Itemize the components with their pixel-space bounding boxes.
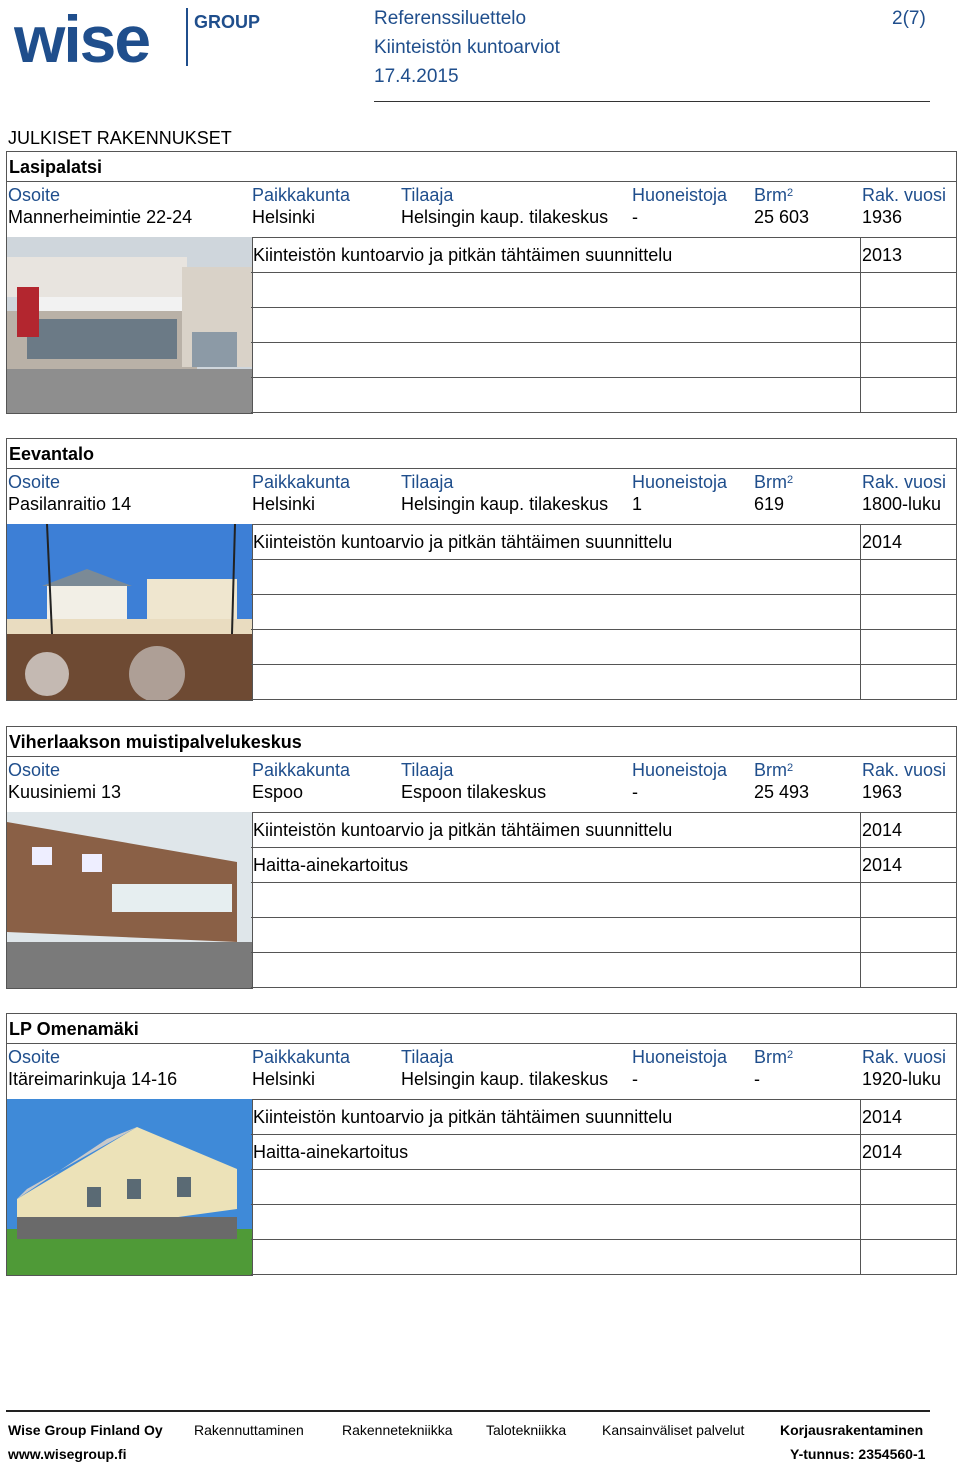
header-divider: [374, 101, 930, 102]
brm-field: [754, 1046, 793, 1090]
client-field-value: Helsingin kaup. tilakeskus: [401, 207, 609, 227]
city-field-value: Espoo: [252, 782, 304, 802]
footer-business-id: Y-tunnus: 2354560-1: [790, 1446, 926, 1462]
task-row: [251, 882, 956, 918]
task-description: Haitta-ainekartoitus: [253, 855, 409, 875]
footer-service: Kansainväliset palvelut: [602, 1422, 745, 1438]
address-field-label: Osoite: [8, 185, 61, 205]
task-row: [251, 559, 956, 595]
doc-subtitle: Kiinteistön kuntoarviot: [374, 37, 560, 58]
building-name: Lasipalatsi: [9, 157, 103, 177]
building-name: Eevantalo: [9, 444, 95, 464]
address-field: [8, 184, 192, 228]
task-row: [251, 342, 956, 378]
client-field-label: Tilaaja: [401, 760, 454, 780]
brm-field: [754, 759, 809, 803]
task-year: 2013: [862, 245, 903, 265]
apartments-field-label: Huoneistoja: [632, 1047, 728, 1067]
apartments-field: [632, 184, 727, 228]
building-info-row: [6, 755, 957, 813]
brm-field-value: 619: [754, 494, 785, 514]
page-number: 2(7): [892, 8, 926, 29]
building-name: LP Omenamäki: [9, 1019, 139, 1039]
address-field: [8, 759, 121, 803]
svg-text:GROUP: GROUP: [194, 12, 261, 32]
brick-building-photo: [6, 812, 253, 989]
year-field: [862, 759, 946, 803]
brm-field-label: Brm$^2$: [754, 760, 794, 780]
year-field-label: Rak. vuosi: [862, 1047, 947, 1067]
client-field-label: Tilaaja: [401, 472, 454, 492]
task-row: [251, 307, 956, 343]
client-field: [401, 1046, 608, 1090]
footer-service: Talotekniikka: [486, 1422, 567, 1438]
building-title-row: [6, 1013, 957, 1044]
client-field: [401, 759, 546, 803]
city-field-label: Paikkakunta: [252, 1047, 351, 1067]
brm-field-label: Brm$^2$: [754, 1047, 794, 1067]
address-field-label: Osoite: [8, 472, 61, 492]
task-row: [251, 377, 956, 413]
task-description: Kiinteistön kuntoarvio ja pitkän tähtäimen suunnittelu: [253, 820, 673, 840]
year-field: [862, 1046, 946, 1090]
footer-service: Rakennetekniikka: [342, 1422, 453, 1438]
building-info-row: [6, 467, 957, 525]
task-row: [251, 1099, 956, 1135]
year-field-value: 1936: [862, 207, 903, 227]
client-field: [401, 184, 608, 228]
task-year: 2014: [862, 855, 903, 875]
year-field: [862, 471, 946, 515]
apartments-field: [632, 1046, 727, 1090]
footer-service: Rakennuttaminen: [194, 1422, 304, 1438]
document-header: [374, 4, 560, 91]
year-field-value: 1963: [862, 782, 903, 802]
client-field: [401, 471, 608, 515]
city-field: [252, 184, 350, 228]
task-row: [251, 594, 956, 630]
task-list: [251, 524, 957, 700]
task-row: [251, 812, 956, 848]
task-row: [251, 1169, 956, 1205]
building-title-row: [6, 438, 957, 469]
task-list: [251, 812, 957, 988]
address-field: [8, 1046, 177, 1090]
address-field-value: Pasilanraitio 14: [8, 494, 132, 514]
address-field: [8, 471, 131, 515]
city-field: [252, 759, 350, 803]
brm-field-label: Brm$^2$: [754, 472, 794, 492]
task-row: [251, 847, 956, 883]
year-field-value: 1800-luku: [862, 494, 942, 514]
task-year: 2014: [862, 532, 903, 552]
brm-field-value: 25 603: [754, 207, 810, 227]
apartments-field-value: -: [632, 782, 638, 802]
task-description: Kiinteistön kuntoarvio ja pitkän tähtäimen suunnittelu: [253, 1107, 673, 1127]
footer-website[interactable]: www.wisegroup.fi: [8, 1446, 127, 1462]
building-title-row: [6, 726, 957, 757]
brm-field-value: -: [754, 1069, 760, 1089]
apartments-field-label: Huoneistoja: [632, 185, 728, 205]
year-field-value: 1920-luku: [862, 1069, 942, 1089]
task-row: [251, 524, 956, 560]
footer-divider: [6, 1410, 930, 1412]
apartments-field-label: Huoneistoja: [632, 760, 728, 780]
year-field-label: Rak. vuosi: [862, 760, 947, 780]
task-row: [251, 1239, 956, 1275]
building-info-row: [6, 1042, 957, 1100]
city-field-value: Helsinki: [252, 207, 316, 227]
section-title: JULKISET RAKENNUKSET: [8, 128, 232, 148]
doc-title: Referenssiluettelo: [374, 8, 527, 29]
client-field-value: Espoon tilakeskus: [401, 782, 547, 802]
client-field-value: Helsingin kaup. tilakeskus: [401, 1069, 609, 1089]
city-field-label: Paikkakunta: [252, 760, 351, 780]
task-row: [251, 1204, 956, 1240]
apartments-field: [632, 471, 727, 515]
doc-date: 17.4.2015: [374, 66, 459, 87]
task-row: [251, 1134, 956, 1170]
year-field-label: Rak. vuosi: [862, 185, 947, 205]
yellow-manor-photo: [6, 1099, 253, 1276]
apartments-field-value: 1: [632, 494, 643, 514]
task-row: [251, 952, 956, 988]
city-field-value: Helsinki: [252, 494, 316, 514]
task-year: 2014: [862, 1107, 903, 1127]
wooden-house-winter-photo: [6, 524, 253, 701]
brm-field: [754, 471, 793, 515]
task-row: [251, 272, 956, 308]
task-description: Kiinteistön kuntoarvio ja pitkän tähtäimen suunnittelu: [253, 532, 673, 552]
footer-company: Wise Group Finland Oy: [8, 1422, 163, 1438]
building-name: Viherlaakson muistipalvelukeskus: [9, 732, 302, 752]
building-title-row: [6, 151, 957, 182]
address-field-label: Osoite: [8, 1047, 61, 1067]
apartments-field-label: Huoneistoja: [632, 472, 728, 492]
apartments-field: [632, 759, 727, 803]
task-row: [251, 237, 956, 273]
apartments-field-value: -: [632, 207, 638, 227]
task-list: [251, 1099, 957, 1275]
task-row: [251, 917, 956, 953]
brm-field-value: 25 493: [754, 782, 810, 802]
apartments-field-value: -: [632, 1069, 638, 1089]
year-field: [862, 184, 946, 228]
building-info-row: [6, 180, 957, 238]
client-field-label: Tilaaja: [401, 185, 454, 205]
city-field: [252, 471, 350, 515]
city-field-value: Helsinki: [252, 1069, 316, 1089]
brm-field-label: Brm$^2$: [754, 185, 794, 205]
address-field-label: Osoite: [8, 760, 61, 780]
task-row: [251, 664, 956, 700]
brm-field: [754, 184, 809, 228]
task-description: Haitta-ainekartoitus: [253, 1142, 409, 1162]
client-field-label: Tilaaja: [401, 1047, 454, 1067]
task-list: [251, 237, 957, 413]
city-field-label: Paikkakunta: [252, 472, 351, 492]
footer-service: Korjausrakentaminen: [780, 1422, 924, 1438]
year-field-label: Rak. vuosi: [862, 472, 947, 492]
address-field-value: Kuusiniemi 13: [8, 782, 122, 802]
task-description: Kiinteistön kuntoarvio ja pitkän tähtäimen suunnittelu: [253, 245, 673, 265]
task-year: 2014: [862, 820, 903, 840]
wise-group-logo: [14, 6, 264, 68]
shopfront-building-photo: [6, 237, 253, 414]
address-field-value: Itäreimarinkuja 14-16: [8, 1069, 178, 1089]
address-field-value: Mannerheimintie 22-24: [8, 207, 193, 227]
svg-text:wise: wise: [14, 6, 150, 68]
city-field: [252, 1046, 350, 1090]
task-row: [251, 629, 956, 665]
client-field-value: Helsingin kaup. tilakeskus: [401, 494, 609, 514]
city-field-label: Paikkakunta: [252, 185, 351, 205]
task-year: 2014: [862, 1142, 903, 1162]
